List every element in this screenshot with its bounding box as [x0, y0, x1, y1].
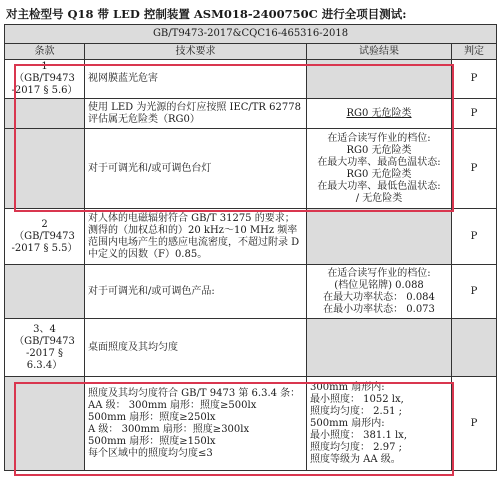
result-cell [307, 99, 452, 129]
verdict-cell: P [452, 209, 497, 265]
result-cell [307, 319, 452, 377]
result-line: 最小照度： 1052 lx, [310, 393, 404, 405]
clause-cell [5, 129, 85, 209]
result-cell [307, 265, 452, 319]
result-line: 在适合读写作业的档位: [327, 267, 431, 279]
result-line: 300mm 扇形内: [310, 381, 385, 393]
standard-reference: GB/T9473-2017&CQC16-465316-2018 [5, 25, 497, 44]
requirement-cell: 使用 LED 为光源的台灯应按照 IEC/TR 62778 评估属无危险类（RG0） [85, 99, 307, 129]
result-line: RG0 无危险类 [346, 107, 412, 119]
result-line: 在最大功率、最低色温状态: [317, 180, 441, 192]
column-header-result: 试验结果 [307, 44, 452, 60]
report-heading: 对主检型号 Q18 带 LED 控制装置 ASM018-2400750C 进行全项目测试: [6, 7, 407, 21]
clause-cell: 2 （GB/T9473 -2017 § 5.5） [5, 209, 85, 265]
table-row [5, 129, 497, 209]
requirement-cell: 对于可调光和/或可调色产品: [85, 265, 307, 319]
verdict-cell: P [452, 265, 497, 319]
table-row [5, 377, 497, 471]
result-line: 500mm 扇形内: [310, 417, 385, 429]
result-line: 在最大功率状态： 0.084 [323, 291, 435, 303]
verdict-cell: P [452, 377, 497, 471]
column-header-clause: 条款 [5, 44, 85, 60]
result-line: 照度等级为 AA 级。 [310, 453, 401, 465]
table-row [5, 99, 497, 129]
table-row [5, 209, 497, 265]
result-line: RG0 无危险类 [346, 168, 412, 180]
result-line: / 无危险类 [355, 192, 403, 204]
verdict-cell: P [452, 60, 497, 99]
clause-cell [5, 377, 85, 471]
requirement-cell: 照度及其均匀度符合 GB/T 9473 第 6.3.4 条： AA 级： 300mm 扇形：照度≥500lx 500mm 扇形：照度≥250lx A 级： 300mm 扇形：照度≥300lx 500mm 扇形：照度≥150lx 每个区域中的照度均匀度≤3 [85, 377, 307, 471]
verdict-cell: P [452, 99, 497, 129]
result-cell [307, 60, 452, 99]
table-row [5, 319, 497, 377]
test-results-table [4, 24, 497, 471]
result-cell [307, 209, 452, 265]
clause-cell [5, 99, 85, 129]
column-header-requirement: 技术要求 [85, 44, 307, 60]
result-cell [307, 129, 452, 209]
verdict-cell [452, 319, 497, 377]
column-header-verdict: 判定 [452, 44, 497, 60]
result-line: 在最大功率、最高色温状态: [317, 156, 441, 168]
requirement-cell: 对于可调光和/或可调色台灯 [85, 129, 307, 209]
result-line: 最小照度： 381.1 lx, [310, 429, 408, 441]
requirement-cell: 对人体的电磁辐射符合 GB/T 31275 的要求；测得的（加权总和的）20 kHz～10 MHz 频率范围内电场产生的感应电流密度，不超过附录 D 中定义的因数（F）0.85。 [85, 209, 307, 265]
requirement-cell: 视网膜蓝光危害 [85, 60, 307, 99]
requirement-cell: 桌面照度及其均匀度 [85, 319, 307, 377]
result-line: RG0 无危险类 [346, 144, 412, 156]
verdict-cell: P [452, 129, 497, 209]
result-line: 在最小功率状态： 0.073 [323, 303, 435, 315]
result-line: 在适合读写作业的档位: [327, 132, 431, 144]
table-row [5, 265, 497, 319]
clause-cell [5, 265, 85, 319]
result-cell [307, 377, 452, 471]
result-line: (档位见铭牌) 0.088 [334, 279, 424, 291]
clause-cell: 3、4 （GB/T9473 -2017 § 6.3.4） [5, 319, 85, 377]
result-line: 照度均匀度： 2.51 ; [310, 405, 402, 417]
table-row [5, 60, 497, 99]
clause-cell: 1 （GB/T9473 -2017 § 5.6） [5, 60, 85, 99]
result-line: 照度均匀度： 2.97 ; [310, 441, 402, 453]
